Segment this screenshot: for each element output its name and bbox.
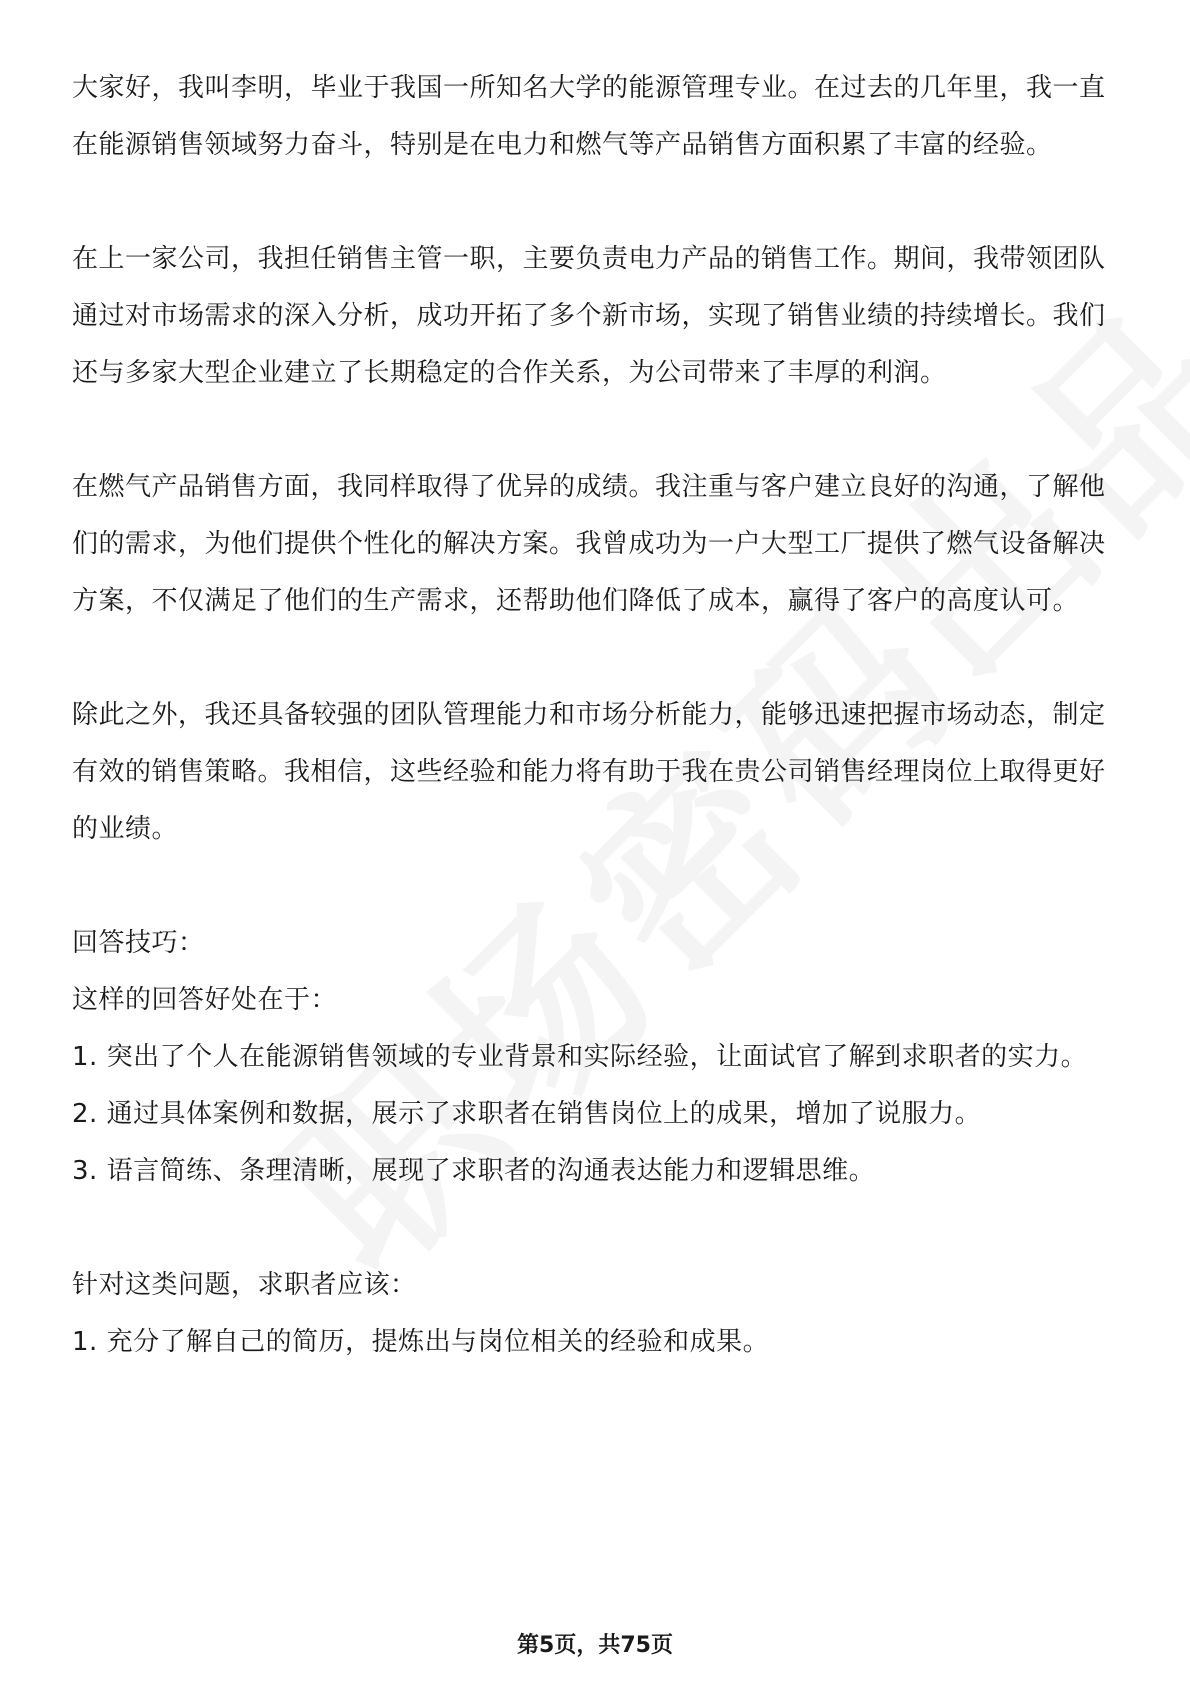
tips-item: 1. 突出了个人在能源销售领域的专业背景和实际经验，让面试官了解到求职者的实力。 xyxy=(72,1042,1088,1072)
tips-item: 3. 语言简练、条理清晰，展现了求职者的沟通表达能力和逻辑思维。 xyxy=(72,1156,876,1186)
tips-heading: 回答技巧： xyxy=(72,928,205,958)
page-content xyxy=(72,60,1122,1371)
paragraph-gas-sales: 在燃气产品销售方面，我同样取得了优异的成绩。我注重与客户建立良好的沟通，了解他们的需求，为他们提供个性化的解决方案。我曾成功为一户大型工厂提供了燃气设备解决方案，不仅满足了他们的生产需求，还帮助他们降低了成本，赢得了客户的高度认可。 xyxy=(72,472,1106,616)
tips-intro: 这样的回答好处在于： xyxy=(72,985,338,1015)
advice-intro: 针对这类问题，求职者应该： xyxy=(72,1270,417,1300)
paragraph-intro: 大家好，我叫李明，毕业于我国一所知名大学的能源管理专业。在过去的几年里，我一直在能源销售领域努力奋斗，特别是在电力和燃气等产品销售方面积累了丰富的经验。 xyxy=(72,73,1106,160)
paragraph-previous-job: 在上一家公司，我担任销售主管一职，主要负责电力产品的销售工作。期间，我带领团队通过对市场需求的深入分析，成功开拓了多个新市场，实现了销售业绩的持续增长。我们还与多家大型企业建立了长期稳定的合作关系，为公司带来了丰厚的利润。 xyxy=(72,244,1106,388)
advice-item: 1. 充分了解自己的简历，提炼出与岗位相关的经验和成果。 xyxy=(72,1327,770,1357)
tips-item: 2. 通过具体案例和数据，展示了求职者在销售岗位上的成果，增加了说服力。 xyxy=(72,1099,982,1129)
paragraph-skills: 除此之外，我还具备较强的团队管理能力和市场分析能力，能够迅速把握市场动态，制定有效的销售策略。我相信，这些经验和能力将有助于我在贵公司销售经理岗位上取得更好的业绩。 xyxy=(72,700,1106,844)
page-number: 第5页，共75页 xyxy=(517,1633,673,1658)
